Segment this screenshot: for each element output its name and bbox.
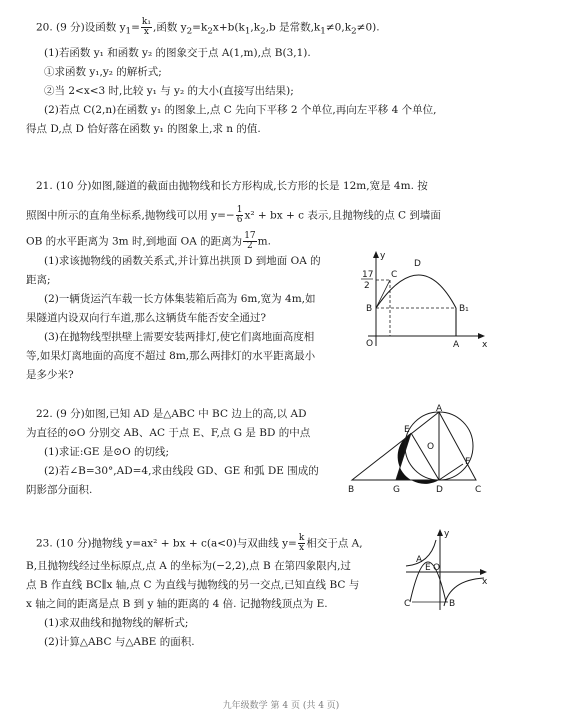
q21-part3-end: 是多少米?: [26, 369, 74, 381]
q23-line2: B,且抛物线经过坐标原点,点 A 的坐标为(−2,2),点 B 在第四象限内,过: [26, 560, 351, 572]
label-d: D: [436, 485, 443, 495]
label-d: D: [414, 259, 421, 269]
x-axis-arrow: [478, 333, 485, 339]
label-o: O: [427, 442, 435, 452]
q21-fraction-1: $\frac{1}{6}$: [236, 205, 243, 225]
label-x: x: [482, 577, 488, 587]
q21-line3: OB 的水平距离为 3m 时,到地面 OA 的距离为 $\frac{17}{2}$ m.: [26, 231, 271, 251]
label-o: O: [433, 563, 441, 573]
triangle-abc: [352, 412, 476, 480]
q23-fraction: $\frac{k}{x}$: [298, 533, 305, 553]
q20-part2: (2)若点 C(2,n)在函数 y₁ 的图象上,点 C 先向下平移 2 个单位,再向左平移 4 个单位,: [44, 104, 437, 116]
q21-part1: (1)求该抛物线的函数关系式,并计算出拱顶 D 到地面 OA 的: [44, 255, 321, 267]
circle-triangle-figure: [348, 404, 488, 496]
q23-part2: (2)计算△ABC 与△ABE 的面积.: [44, 636, 195, 648]
label-e: E: [425, 563, 431, 573]
label-a: A: [453, 340, 460, 350]
page-footer: 九年级数学 第 4 页 (共 4 页): [222, 701, 340, 711]
label-17: 17: [362, 270, 374, 280]
label-y: y: [380, 251, 386, 261]
x-axis-arrow: [480, 569, 487, 575]
q20-part1-b: ②当 2<x<3 时,比较 y₁ 与 y₂ 的大小(直接写出结果);: [44, 85, 294, 97]
q22-line2: 为直径的⊙O 分别交 AB、AC 于点 E、F,点 G 是 BD 的中点: [26, 427, 311, 439]
parabola-hyperbola-figure: [404, 526, 490, 612]
label-b: B: [348, 485, 355, 495]
label-b: B: [366, 304, 373, 314]
q21-fraction-2: $\frac{17}{2}$: [244, 231, 256, 251]
line-b-c: [376, 280, 390, 308]
q21-line1: 21. (10 分)如图,隧道的截面由抛物线和长方形构成,长方形的长是 12m,宽是 4m. 按: [36, 180, 428, 192]
label-b1: B₁: [459, 304, 469, 314]
segment-ed: [411, 433, 439, 480]
label-c: C: [475, 485, 482, 495]
q23-line4: x 轴之间的距离是点 B 到 y 轴的距离的 4 倍. 记抛物线顶点为 E.: [26, 598, 328, 610]
y-axis-arrow: [437, 529, 443, 536]
q21-part2: (2)一辆货运汽车载一长方体集装箱后高为 6m,宽为 4m,如: [44, 293, 316, 305]
q21-part3-cont: 等,如果灯离地面的高度不超过 8m,那么两排灯的水平距离最小: [26, 350, 316, 362]
q21-part2-cont: 果隧道内设双向行车道,那么这辆货车能否安全通过?: [26, 312, 266, 324]
label-a: A: [436, 404, 443, 414]
label-c: C: [391, 270, 398, 280]
q22-part2-cont: 阴影部分面积.: [26, 484, 93, 496]
q22-part1: (1)求证:GE 是⊙O 的切线;: [44, 446, 170, 458]
q20-part2-cont: 得点 D,点 D 恰好落在函数 y₁ 的图象上,求 n 的值.: [26, 123, 261, 135]
q23-line3: 点 B 作直线 BC∥x 轴,点 C 为直线与抛物线的另一交点,已知直线 BC 与: [26, 579, 360, 591]
label-o: O: [366, 339, 374, 349]
q20-fraction: $\frac{\text{k₁}}{x}$: [141, 17, 151, 37]
q23-part1: (1)求双曲线和抛物线的解析式;: [44, 617, 189, 629]
label-b: B: [449, 599, 456, 609]
q21-part3: (3)在抛物线型拱壁上需要安装两排灯,使它们离地面高度相: [44, 331, 315, 343]
label-x: x: [482, 340, 488, 350]
y-axis-arrow: [373, 251, 379, 258]
q20-title: 20. (9 分)设函数 $y_1=$ $\frac{\text{k₁}}{x}$ ,函数 $y_2=k_2x+b(k_1,k_2,b$ 是常数$,k_1\ne 0,k_2\ne 0$).: [36, 17, 380, 37]
label-e: E: [404, 425, 410, 435]
label-2: 2: [364, 281, 370, 291]
label-g: G: [393, 485, 400, 495]
q21-part1-cont: 距离;: [26, 274, 51, 286]
label-y: y: [444, 529, 450, 539]
q21-line2: 照图中所示的直角坐标系,抛物线可以用 y=− $\frac{1}{6}$ x² + bx + c 表示,且抛物线的点 C 到墙面: [26, 205, 441, 225]
q20-part1-a: ①求函数 y₁,y₂ 的解析式;: [44, 66, 162, 78]
label-f: F: [465, 457, 471, 467]
label-c: C: [404, 599, 411, 609]
q22-part2: (2)若∠B=30°,AD=4,求由线段 GD、GE 和弧 DE 围成的: [44, 465, 319, 477]
label-a: A: [416, 555, 423, 565]
q22-line1: 22. (9 分)如图,已知 AD 是△ABC 中 BC 边上的高,以 AD: [36, 408, 307, 420]
q20-part1: (1)若函数 y₁ 和函数 y₂ 的图象交于点 A(1,m),点 B(3,1).: [44, 47, 311, 59]
tunnel-figure: [356, 248, 490, 352]
q23-line1: 23. (10 分)抛物线 y=ax² + bx + c(a<0)与双曲线 y= $\frac{k}{x}$ 相交于点 A,: [36, 533, 363, 553]
